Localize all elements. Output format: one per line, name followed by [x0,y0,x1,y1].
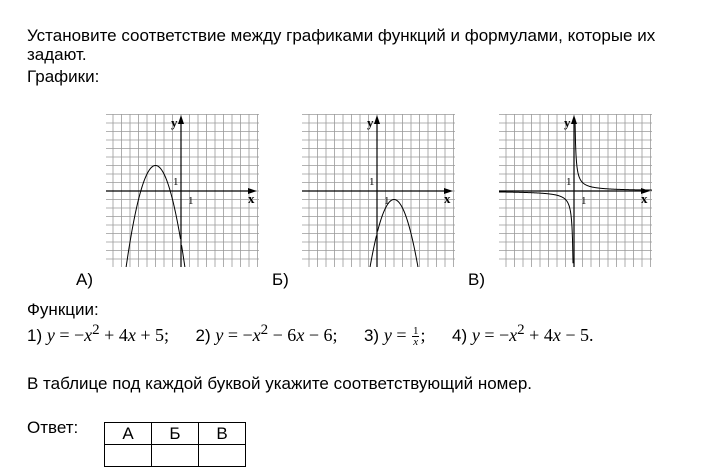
graph-a-y-label: y [171,115,178,130]
answer-label: Ответ: [27,418,79,437]
answer-header-b: Б [152,423,199,445]
graph-a-x-label: x [248,191,255,206]
answer-input-row [105,445,246,467]
graph-b-unit-x: 1 [384,195,390,207]
formula-1 [27,322,174,345]
graph-b-unit-y: 1 [369,176,375,188]
graph-a-letter: А) [76,270,93,289]
answer-header-a: А [105,423,152,445]
graph-c-letter: В) [468,270,485,289]
formula-4 [452,322,594,345]
formula-3-text: y = $\frac{1}{x}$ ; [383,325,430,349]
formula-list [27,322,615,347]
graph-a-plot [106,114,259,267]
graph-b-x-label: x [444,191,451,206]
formula-2-text: $y = -x^2 - 6x - 6$; [215,322,342,345]
formula-1-text: $y = -x^2 + 4x + 5$; [46,322,174,345]
graph-a-axes [106,115,257,267]
formula-2 [195,322,342,345]
formula-3-num: 3) [363,326,380,345]
graph-c-axes [499,115,650,267]
formula-4-text: $y = -x^2 + 4x - 5$. [471,322,594,345]
formula-4-num: 4) [452,326,468,345]
graphs-label: Графики: [27,67,100,86]
answer-header-c: В [199,423,246,445]
graph-a [106,114,259,267]
graph-a-unit-x: 1 [188,195,194,207]
answer-cell-a[interactable] [105,445,152,467]
answer-cell-c[interactable] [199,445,246,467]
formula-1-num: 1) [27,326,43,345]
graph-a-unit-y: 1 [173,176,179,188]
instruction-text: В таблице под каждой буквой укажите соответствующий номер. [27,374,533,393]
graph-b [302,114,455,267]
graph-b-letter: Б) [272,270,289,289]
graph-c [499,114,652,267]
graph-c-unit-x: 1 [581,195,587,207]
graph-b-axes [302,115,453,267]
graph-c-plot [499,114,652,267]
formula-3 [363,325,430,349]
graph-c-unit-y: 1 [566,176,572,188]
graph-b-plot [302,114,455,267]
answer-table [104,422,246,467]
graph-b-y-label: y [367,115,374,130]
answer-header-row [105,423,246,445]
formula-2-num: 2) [195,326,211,345]
functions-label: Функции: [27,300,99,319]
task-intro: Установите соответствие между графиками функций и формулами, которые их задают. [27,26,656,64]
answer-cell-b[interactable] [152,445,199,467]
graph-c-x-label: x [641,191,648,206]
graph-c-y-label: y [564,115,571,130]
